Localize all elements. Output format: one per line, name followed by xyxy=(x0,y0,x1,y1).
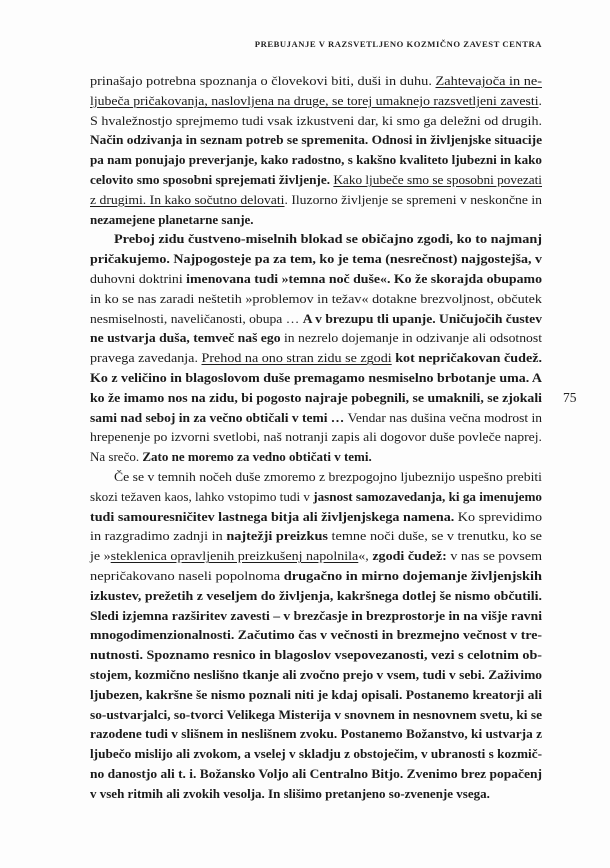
text-line-content xyxy=(90,665,542,685)
text-line-content xyxy=(90,249,542,269)
text-line-content xyxy=(90,170,542,190)
text-line-content xyxy=(90,91,542,111)
text-line xyxy=(90,724,542,744)
text-line xyxy=(90,229,542,249)
text-line-content xyxy=(90,309,542,329)
text-segment: v nas se povsem xyxy=(450,548,542,564)
text-line-content xyxy=(90,289,542,309)
text-segment: tudi samouresničitev lastnega bitja ali življenjskega namena. xyxy=(90,508,458,524)
text-segment: kot nepričakovan čudež. xyxy=(391,350,542,366)
text-line xyxy=(90,269,542,289)
text-line-content xyxy=(90,586,542,606)
text-segment: nesmiselnosti, naveličanosti, obupa … xyxy=(90,310,303,326)
text-line-content xyxy=(114,229,542,249)
text-line-content xyxy=(114,467,542,487)
text-line-content xyxy=(90,368,542,388)
text-line-content xyxy=(90,507,542,527)
text-segment: «, xyxy=(358,548,373,564)
text-line-content xyxy=(90,427,542,447)
text-segment: A v brezupu tli upanje. Uničujočih čustev xyxy=(302,310,542,326)
text-line xyxy=(90,645,542,665)
text-segment: razodene tudi v slišnem in neslišnem zvoku. Postanemo Božanstvo, ki ustvarja z xyxy=(90,726,542,742)
text-line xyxy=(90,348,542,368)
text-line xyxy=(90,546,542,566)
text-line-content xyxy=(90,190,542,210)
text-line-content xyxy=(90,447,372,467)
text-line xyxy=(90,526,542,546)
text-segment: nutnosti. Spoznamo resnico in blagoslov vsepovezanosti, vezi s celotnim ob- xyxy=(90,647,542,663)
text-line xyxy=(90,467,542,487)
text-segment: Sledi izjemna razširitev zavesti – v brezčasje in brezprostorje in na višje ravni xyxy=(90,607,542,623)
text-line xyxy=(90,764,542,784)
text-segment: Na srečo. xyxy=(90,449,143,465)
text-segment: zgodi čudež: xyxy=(372,548,451,564)
text-line xyxy=(90,705,542,725)
text-line xyxy=(90,210,542,230)
text-line-content xyxy=(90,744,542,764)
text-segment: izkustev, prežetih z veseljem do življenja, kakršnega dotlej še nismo občutili. xyxy=(90,587,542,603)
text-segment: hrepenenje po izvorni svetlobi, naš notranji zapis ali dogovor duše povleče naprej. xyxy=(90,429,542,445)
text-line xyxy=(90,91,542,111)
text-segment: ljubeča pričakovanja, naslovljena na druge, se torej umaknejo razsvetljeni zavesti xyxy=(90,92,539,108)
text-line-content xyxy=(90,645,542,665)
text-line xyxy=(90,566,542,586)
text-line xyxy=(90,744,542,764)
text-segment: Zato ne moremo za vedno obtičati v temi. xyxy=(142,449,372,465)
text-segment: Kako ljubeče smo se sposobni povezati xyxy=(333,171,542,187)
text-segment: duhovni doktrini xyxy=(90,270,187,286)
text-line-content xyxy=(90,784,490,804)
running-header: PREBUJANJE V RAZSVETLJENO KOZMIČNO ZAVEST CENTRA xyxy=(254,39,542,49)
text-line xyxy=(90,309,542,329)
text-segment: Način odzivanja in seznam potreb se spremenita. Odnosi in življenjske situacije xyxy=(90,132,542,148)
text-segment: Prehod na ono stran zidu se zgodi xyxy=(201,350,392,366)
text-line-content xyxy=(90,328,542,348)
text-segment: in nezrelo dojemanje in odzivanje ali odsotnost xyxy=(283,330,542,346)
text-line xyxy=(90,368,542,388)
text-segment: nepričakovano naseli popolnoma xyxy=(90,567,284,583)
text-line xyxy=(90,150,542,170)
text-segment: jasnost samozavedanja, ki ga imenujemo xyxy=(313,488,542,504)
text-segment: prinašajo potrebna spoznanja o človekovi biti, duši in duhu. xyxy=(90,73,436,88)
text-segment: Preboj zidu čustveno-miselnih blokad se običajno zgodi, ko to najmanj xyxy=(114,231,542,247)
text-line-content xyxy=(90,526,542,546)
text-line xyxy=(90,427,542,447)
text-segment: skozi težaven kaos, lahko vstopimo tudi v xyxy=(90,488,314,504)
text-segment: drugačno in mirno dojemanje življenjskih xyxy=(283,567,542,583)
text-segment: no danostjo ali t. i. Božansko Voljo ali Centralno Bitjo. Zvenimo brez popačenj xyxy=(90,765,542,781)
text-segment: najtežji preizkus xyxy=(226,528,332,544)
text-segment: ne ustvarja duša, temveč naš ego xyxy=(90,330,284,346)
text-segment: so-ustvarjalci, so-tvorci Velikega Misterija v snovnem in nesnovnem svetu, ki se xyxy=(90,706,542,722)
text-line xyxy=(90,130,542,150)
text-segment: z drugimi. In kako sočutno delovati xyxy=(90,191,285,207)
text-line xyxy=(90,71,542,91)
text-line xyxy=(90,408,542,428)
text-segment: Vendar nas dušina večna modrost in xyxy=(347,409,542,425)
text-line-content xyxy=(90,388,542,408)
text-line-content xyxy=(90,130,542,150)
text-segment: nezamejene planetarne sanje. xyxy=(90,211,254,227)
body-text xyxy=(90,71,542,803)
text-segment: Ko z veličino in blagoslovom duše premagamo nesmiselno brbotanje uma. A xyxy=(90,369,542,385)
text-line-content xyxy=(90,150,542,170)
text-line xyxy=(90,586,542,606)
text-segment: pravega zavedanja. xyxy=(90,350,202,366)
text-segment: S hvaležnostjo sprejmemo tudi vsak izkustveni dar, ki smo ga deležni od drugih. xyxy=(90,112,542,128)
text-segment: Če se v temnih nočeh duše zmoremo z brezpogojno ljubeznijo uspešno prebiti xyxy=(114,468,542,484)
text-segment: in razgradimo zadnji in xyxy=(90,528,227,544)
text-line xyxy=(90,487,542,507)
text-line-content xyxy=(90,487,542,507)
text-line-content xyxy=(90,625,542,645)
text-segment: . xyxy=(538,92,542,108)
text-line-content xyxy=(90,210,254,230)
text-segment: . Iluzorno življenje se spremeni v neskončne in xyxy=(284,191,542,207)
text-segment: je » xyxy=(90,548,111,564)
text-segment: imenovana tudi »temna noč duše«. Ko že skorajda obupamo xyxy=(186,270,542,286)
text-line-content xyxy=(90,705,542,725)
text-line xyxy=(90,249,542,269)
text-segment: stojem, kozmično neslišno tkanje ali zvočno prejo v vsem, tudi v sebi. Zaživimo xyxy=(90,666,542,682)
text-line-content xyxy=(90,348,542,368)
text-segment: v vseh ritmih ali zvokih vesolja. In slišimo pretanjeno so-zvenenje vsega. xyxy=(90,785,490,801)
text-line xyxy=(90,507,542,527)
text-segment: pa nam ponujajo preverjanje, kako radostno, s kakšno kvaliteto ljubezni in kako xyxy=(90,152,542,168)
text-segment: ljubezen, kakršne še nismo poznali niti je kdaj opisali. Postanemo kreatorji ali xyxy=(90,686,542,702)
text-line-content xyxy=(90,111,542,131)
text-line xyxy=(90,606,542,626)
text-segment: ko že imamo nos na zidu, bi pogosto najraje pobegnili, se umaknili, se zjokali xyxy=(90,389,542,405)
text-line-content xyxy=(90,408,542,428)
text-line xyxy=(90,784,542,804)
text-line xyxy=(90,388,542,408)
text-segment: mnogodimenzionalnosti. Začutimo čas v večnosti in brezmejno večnost v tre- xyxy=(90,627,542,643)
text-segment: ljubečo mislijo ali zvokom, a vselej v skladju z obstoječim, v ubranosti s kozmič- xyxy=(90,746,542,762)
text-segment: in ko se nas zaradi neštetih »problemov in težav« dotakne brezvoljnost, občutek xyxy=(90,290,542,306)
text-line xyxy=(90,665,542,685)
text-line-content xyxy=(90,71,542,91)
text-line-content xyxy=(90,724,542,744)
text-line-content xyxy=(90,685,542,705)
text-segment: temne noči duše, se v trenutku, ko se xyxy=(331,528,542,544)
text-line xyxy=(90,328,542,348)
text-segment: Ko sprevidimo xyxy=(457,508,542,524)
text-segment: Zahtevajoča in ne- xyxy=(435,73,542,88)
text-line xyxy=(90,625,542,645)
text-line-content xyxy=(90,764,542,784)
text-line xyxy=(90,190,542,210)
text-line xyxy=(90,447,542,467)
text-segment: pričakujemo. Najpogosteje pa za tem, ko je tema (nesrečnost) najgostejša, v xyxy=(90,251,542,267)
text-line-content xyxy=(90,606,542,626)
text-line-content xyxy=(90,269,542,289)
text-line xyxy=(90,289,542,309)
text-segment: celovito smo sposobni sprejemati življenje. xyxy=(90,171,334,187)
text-line xyxy=(90,111,542,131)
text-line xyxy=(90,170,542,190)
text-line xyxy=(90,685,542,705)
text-segment: sami nad seboj in za večno obtičali v temi … xyxy=(90,409,348,425)
page-number: 75 xyxy=(563,390,577,405)
text-line-content xyxy=(90,566,542,586)
text-line-content xyxy=(90,546,542,566)
text-segment: steklenica opravljenih preizkušenj napolnila xyxy=(110,548,359,564)
